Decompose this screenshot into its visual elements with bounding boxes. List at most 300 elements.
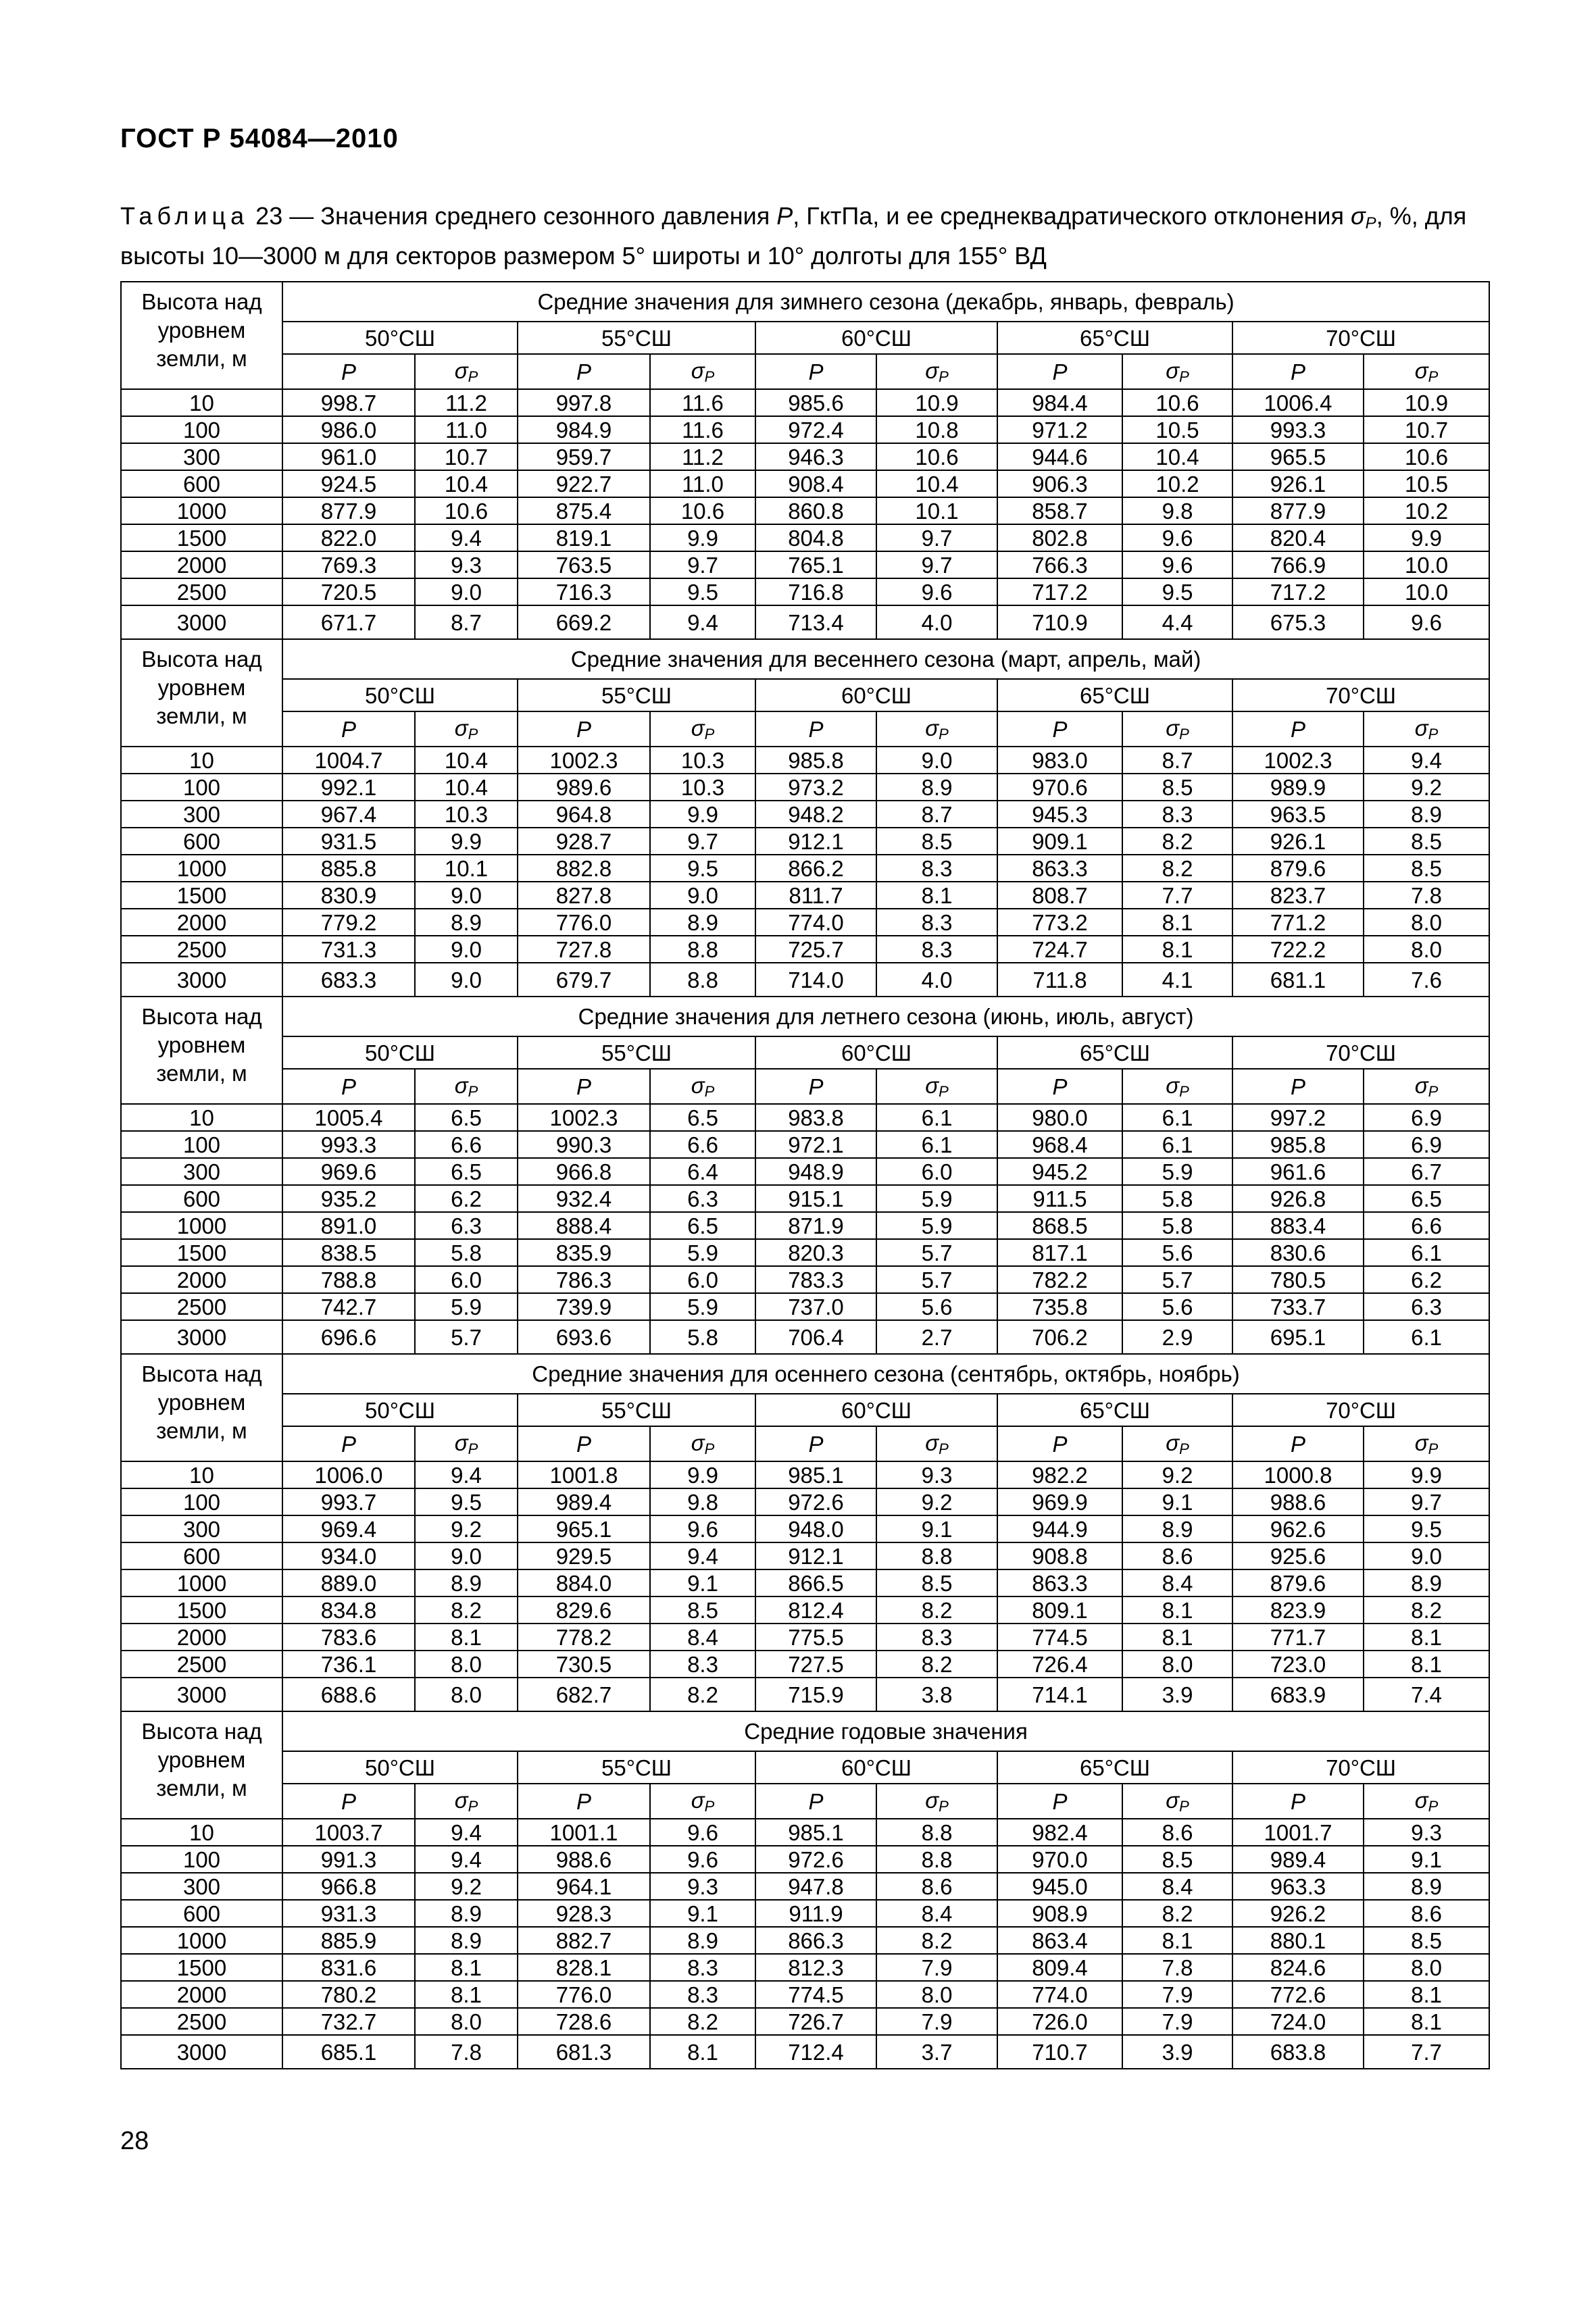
table-caption [120, 200, 1492, 272]
pressure-cell: 989.4 [518, 1488, 650, 1515]
height-cell: 100 [121, 774, 282, 801]
pressure-cell: 681.1 [1232, 963, 1364, 997]
pressure-cell: 912.1 [755, 828, 876, 855]
symbol-header-row [121, 711, 1489, 747]
latitude-header: 70°СШ [1232, 1036, 1489, 1069]
sigma-cell: 10.6 [1364, 443, 1489, 470]
sigma-cell: 8.3 [876, 855, 997, 882]
sigma-subscript: P [468, 725, 478, 743]
sigma-cell: 4.0 [876, 605, 997, 639]
pressure-table-container [120, 281, 1490, 2069]
pressure-cell: 809.1 [997, 1596, 1122, 1624]
pressure-cell: 972.6 [755, 1846, 876, 1873]
sigma-cell: 8.1 [650, 2035, 755, 2069]
table-row [121, 2008, 1489, 2035]
pressure-cell: 820.3 [755, 1239, 876, 1266]
sigma-cell: 9.9 [415, 828, 518, 855]
pressure-cell: 926.8 [1232, 1185, 1364, 1212]
sigma-cell: 8.0 [415, 1678, 518, 1711]
sigma-cell: 6.5 [650, 1104, 755, 1131]
table-row [121, 524, 1489, 551]
pressure-cell: 965.1 [518, 1515, 650, 1542]
pressure-cell: 774.0 [755, 909, 876, 936]
latitude-header-row [121, 679, 1489, 711]
sigma-symbol: σ [691, 1072, 705, 1098]
sigma-cell: 8.6 [876, 1873, 997, 1900]
sigma-cell: 8.7 [415, 605, 518, 639]
pressure-cell: 695.1 [1232, 1320, 1364, 1354]
height-cell: 600 [121, 1185, 282, 1212]
sigma-cell: 4.0 [876, 963, 997, 997]
latitude-header: 65°СШ [997, 679, 1232, 711]
sigma-cell: 8.0 [876, 1981, 997, 2008]
pressure-column-header: P [997, 1069, 1122, 1104]
sigma-cell: 10.3 [415, 801, 518, 828]
pressure-cell: 811.7 [755, 882, 876, 909]
pressure-cell: 712.4 [755, 2035, 876, 2069]
pressure-cell: 969.4 [282, 1515, 415, 1542]
pressure-cell: 802.8 [997, 524, 1122, 551]
pressure-cell: 908.4 [755, 470, 876, 497]
sigma-cell: 8.9 [1122, 1515, 1232, 1542]
pressure-cell: 925.6 [1232, 1542, 1364, 1569]
pressure-cell: 889.0 [282, 1569, 415, 1596]
pressure-cell: 935.2 [282, 1185, 415, 1212]
sigma-cell: 8.2 [1122, 828, 1232, 855]
pressure-column-header: P [282, 1784, 415, 1819]
pressure-cell: 823.7 [1232, 882, 1364, 909]
latitude-header: 70°СШ [1232, 322, 1489, 354]
pressure-cell: 885.8 [282, 855, 415, 882]
pressure-cell: 683.8 [1232, 2035, 1364, 2069]
sigma-cell: 11.2 [650, 443, 755, 470]
pressure-cell: 766.9 [1232, 551, 1364, 578]
pressure-cell: 771.2 [1232, 909, 1364, 936]
pressure-cell: 875.4 [518, 497, 650, 524]
sigma-symbol: σ [454, 1072, 468, 1098]
table-row [121, 801, 1489, 828]
pressure-column-header: P [518, 1069, 650, 1104]
sigma-cell: 10.8 [876, 416, 997, 443]
sigma-subscript: P [1428, 1797, 1439, 1815]
pressure-cell: 906.3 [997, 470, 1122, 497]
sigma-cell: 9.9 [650, 801, 755, 828]
height-column-header: Высота над уровнем земли, м [121, 282, 282, 389]
pressure-cell: 928.7 [518, 828, 650, 855]
pressure-cell: 714.1 [997, 1678, 1122, 1711]
pressure-cell: 732.7 [282, 2008, 415, 2035]
sigma-cell: 8.1 [415, 1954, 518, 1981]
pressure-cell: 831.6 [282, 1954, 415, 1981]
pressure-cell: 891.0 [282, 1212, 415, 1239]
pressure-cell: 804.8 [755, 524, 876, 551]
table-row [121, 963, 1489, 997]
sigma-column-header [650, 354, 755, 389]
sigma-cell: 8.2 [1122, 1900, 1232, 1927]
sigma-cell: 8.8 [876, 1542, 997, 1569]
sigma-cell: 9.5 [1122, 578, 1232, 605]
sigma-column-header [876, 711, 997, 747]
sigma-cell: 9.9 [650, 524, 755, 551]
sigma-cell: 9.0 [876, 747, 997, 774]
pressure-cell: 963.5 [1232, 801, 1364, 828]
pressure-cell: 931.5 [282, 828, 415, 855]
sigma-cell: 8.2 [1364, 1596, 1489, 1624]
sigma-subscript: P [468, 1082, 478, 1100]
pressure-column-header: P [1232, 1426, 1364, 1461]
sigma-column-header [415, 1069, 518, 1104]
pressure-cell: 880.1 [1232, 1927, 1364, 1954]
height-cell: 3000 [121, 1320, 282, 1354]
pressure-column-header: P [1232, 354, 1364, 389]
pressure-cell: 972.6 [755, 1488, 876, 1515]
pressure-cell: 1006.0 [282, 1461, 415, 1488]
sigma-subscript: P [939, 725, 949, 743]
pressure-cell: 1002.3 [1232, 747, 1364, 774]
sigma-cell: 8.7 [1122, 747, 1232, 774]
sigma-symbol: σ [691, 715, 705, 740]
sigma-subscript: P [1179, 368, 1189, 385]
sigma-cell: 10.4 [1122, 443, 1232, 470]
height-cell: 10 [121, 747, 282, 774]
sigma-cell: 8.1 [1364, 1651, 1489, 1678]
sigma-cell: 10.2 [1364, 497, 1489, 524]
sigma-cell: 3.8 [876, 1678, 997, 1711]
sigma-column-header [650, 1426, 755, 1461]
sigma-cell: 8.5 [876, 828, 997, 855]
sigma-cell: 10.2 [1122, 470, 1232, 497]
symbol-header-row [121, 1069, 1489, 1104]
sigma-cell: 8.0 [415, 2008, 518, 2035]
pressure-cell: 885.9 [282, 1927, 415, 1954]
pressure-cell: 863.3 [997, 1569, 1122, 1596]
pressure-cell: 828.1 [518, 1954, 650, 1981]
latitude-header: 50°СШ [282, 679, 518, 711]
pressure-cell: 823.9 [1232, 1596, 1364, 1624]
pressure-column-header: P [755, 354, 876, 389]
pressure-cell: 726.4 [997, 1651, 1122, 1678]
section-title-row [121, 1711, 1489, 1751]
pressure-cell: 945.2 [997, 1158, 1122, 1185]
height-cell: 2500 [121, 578, 282, 605]
sigma-subscript: P [1179, 1440, 1189, 1457]
sigma-cell: 10.6 [415, 497, 518, 524]
pressure-cell: 909.1 [997, 828, 1122, 855]
pressure-cell: 866.3 [755, 1927, 876, 1954]
height-column-header: Высота над уровнем земли, м [121, 1354, 282, 1461]
table-row [121, 1873, 1489, 1900]
pressure-cell: 992.1 [282, 774, 415, 801]
height-cell: 1000 [121, 855, 282, 882]
sigma-subscript: P [1428, 368, 1439, 385]
sigma-cell: 8.9 [415, 1569, 518, 1596]
sigma-cell: 8.5 [1122, 1846, 1232, 1873]
pressure-cell: 945.3 [997, 801, 1122, 828]
sigma-subscript: P [1428, 725, 1439, 743]
sigma-symbol: σ [454, 357, 468, 383]
sigma-cell: 8.5 [876, 1569, 997, 1596]
sigma-cell: 9.3 [876, 1461, 997, 1488]
pressure-cell: 982.4 [997, 1819, 1122, 1846]
pressure-cell: 997.2 [1232, 1104, 1364, 1131]
pressure-cell: 984.9 [518, 416, 650, 443]
pressure-cell: 829.6 [518, 1596, 650, 1624]
height-column-header: Высота над уровнем земли, м [121, 997, 282, 1104]
latitude-header: 50°СШ [282, 322, 518, 354]
pressure-cell: 944.9 [997, 1515, 1122, 1542]
sigma-cell: 9.0 [1364, 1542, 1489, 1569]
sigma-subscript: P [704, 1082, 715, 1100]
pressure-column-header: P [518, 1784, 650, 1819]
latitude-header: 60°СШ [755, 679, 997, 711]
pressure-cell: 991.3 [282, 1846, 415, 1873]
sigma-cell: 5.8 [1122, 1212, 1232, 1239]
pressure-cell: 1006.4 [1232, 389, 1364, 416]
sigma-cell: 9.2 [415, 1515, 518, 1542]
height-cell: 2000 [121, 909, 282, 936]
pressure-cell: 982.2 [997, 1461, 1122, 1488]
latitude-header-row [121, 1394, 1489, 1426]
latitude-header: 50°СШ [282, 1751, 518, 1784]
pressure-cell: 776.0 [518, 909, 650, 936]
sigma-subscript: P [1428, 1440, 1439, 1457]
sigma-cell: 8.9 [1364, 1873, 1489, 1900]
height-cell: 300 [121, 1873, 282, 1900]
pressure-cell: 786.3 [518, 1266, 650, 1293]
latitude-header: 55°СШ [518, 1394, 755, 1426]
sigma-cell: 11.2 [415, 389, 518, 416]
sigma-cell: 6.5 [1364, 1185, 1489, 1212]
height-cell: 1000 [121, 1927, 282, 1954]
pressure-cell: 948.0 [755, 1515, 876, 1542]
height-cell: 1500 [121, 524, 282, 551]
pressure-cell: 948.2 [755, 801, 876, 828]
sigma-cell: 8.5 [1364, 1927, 1489, 1954]
sigma-cell: 7.6 [1364, 963, 1489, 997]
pressure-cell: 824.6 [1232, 1954, 1364, 1981]
pressure-cell: 669.2 [518, 605, 650, 639]
height-cell: 3000 [121, 2035, 282, 2069]
pressure-cell: 984.4 [997, 389, 1122, 416]
sigma-cell: 10.9 [876, 389, 997, 416]
pressure-cell: 961.0 [282, 443, 415, 470]
sigma-cell: 8.3 [876, 936, 997, 963]
sigma-cell: 10.1 [876, 497, 997, 524]
pressure-cell: 970.6 [997, 774, 1122, 801]
sigma-cell: 8.1 [1122, 1927, 1232, 1954]
pressure-cell: 882.7 [518, 1927, 650, 1954]
height-cell: 3000 [121, 1678, 282, 1711]
sigma-cell: 6.0 [876, 1158, 997, 1185]
sigma-cell: 2.9 [1122, 1320, 1232, 1354]
pressure-cell: 765.1 [755, 551, 876, 578]
latitude-header: 60°СШ [755, 1394, 997, 1426]
table-row [121, 551, 1489, 578]
pressure-cell: 688.6 [282, 1678, 415, 1711]
table-row [121, 1239, 1489, 1266]
pressure-cell: 779.2 [282, 909, 415, 936]
sigma-cell: 8.4 [876, 1900, 997, 1927]
sigma-symbol: σ [1414, 357, 1428, 383]
height-cell: 100 [121, 1488, 282, 1515]
table-row [121, 1954, 1489, 1981]
sigma-cell: 4.1 [1122, 963, 1232, 997]
sigma-cell: 9.0 [415, 1542, 518, 1569]
sigma-cell: 7.7 [1364, 2035, 1489, 2069]
sigma-column-header [650, 711, 755, 747]
sigma-cell: 4.4 [1122, 605, 1232, 639]
sigma-cell: 9.6 [1122, 524, 1232, 551]
sigma-cell: 8.2 [650, 1678, 755, 1711]
height-cell: 2500 [121, 1651, 282, 1678]
table-row [121, 855, 1489, 882]
pressure-cell: 733.7 [1232, 1293, 1364, 1320]
pressure-cell: 968.4 [997, 1131, 1122, 1158]
sigma-column-header [1364, 354, 1489, 389]
sigma-symbol: σ [1414, 1787, 1428, 1813]
sigma-cell: 6.6 [650, 1131, 755, 1158]
pressure-cell: 723.0 [1232, 1651, 1364, 1678]
pressure-cell: 774.0 [997, 1981, 1122, 2008]
sigma-cell: 9.1 [1364, 1846, 1489, 1873]
pressure-column-header: P [997, 1784, 1122, 1819]
section-title: Средние значения для осеннего сезона (сентябрь, октябрь, ноябрь) [282, 1354, 1489, 1394]
sigma-cell: 8.8 [876, 1846, 997, 1873]
section-title: Средние значения для летнего сезона (июнь, июль, август) [282, 997, 1489, 1036]
pressure-cell: 711.8 [997, 963, 1122, 997]
sigma-cell: 8.3 [650, 1954, 755, 1981]
pressure-cell: 879.6 [1232, 1569, 1364, 1596]
pressure-cell: 780.2 [282, 1981, 415, 2008]
sigma-cell: 9.4 [415, 1819, 518, 1846]
sigma-cell: 10.3 [650, 774, 755, 801]
pressure-cell: 783.6 [282, 1624, 415, 1651]
sigma-column-header [1122, 1069, 1232, 1104]
sigma-cell: 3.9 [1122, 1678, 1232, 1711]
pressure-cell: 736.1 [282, 1651, 415, 1678]
pressure-cell: 742.7 [282, 1293, 415, 1320]
latitude-header: 55°СШ [518, 1036, 755, 1069]
table-row [121, 1927, 1489, 1954]
sigma-cell: 8.0 [1122, 1651, 1232, 1678]
table-row [121, 1212, 1489, 1239]
sigma-cell: 7.8 [415, 2035, 518, 2069]
sigma-cell: 9.9 [1364, 524, 1489, 551]
pressure-cell: 685.1 [282, 2035, 415, 2069]
pressure-cell: 993.7 [282, 1488, 415, 1515]
sigma-column-header [876, 1069, 997, 1104]
sigma-cell: 8.1 [1364, 1624, 1489, 1651]
pressure-cell: 724.0 [1232, 2008, 1364, 2035]
sigma-cell: 11.6 [650, 416, 755, 443]
sigma-cell: 10.7 [1364, 416, 1489, 443]
pressure-cell: 972.4 [755, 416, 876, 443]
sigma-cell: 9.2 [415, 1873, 518, 1900]
sigma-symbol: σ [454, 715, 468, 740]
pressure-column-header: P [755, 1069, 876, 1104]
pressure-cell: 763.5 [518, 551, 650, 578]
latitude-header-row [121, 1751, 1489, 1784]
sigma-cell: 9.3 [1364, 1819, 1489, 1846]
pressure-cell: 820.4 [1232, 524, 1364, 551]
sigma-cell: 9.0 [650, 882, 755, 909]
sigma-column-header [876, 354, 997, 389]
sigma-column-header [876, 1426, 997, 1461]
sigma-symbol: σ [1166, 357, 1180, 383]
sigma-cell: 5.9 [650, 1293, 755, 1320]
sigma-cell: 8.5 [1364, 855, 1489, 882]
sigma-cell: 10.9 [1364, 389, 1489, 416]
sigma-cell: 9.2 [1122, 1461, 1232, 1488]
pressure-cell: 882.8 [518, 855, 650, 882]
sigma-cell: 8.1 [1122, 936, 1232, 963]
sigma-cell: 8.3 [650, 1651, 755, 1678]
pressure-cell: 877.9 [1232, 497, 1364, 524]
sigma-cell: 8.2 [415, 1596, 518, 1624]
table-row [121, 1515, 1489, 1542]
height-cell: 100 [121, 1846, 282, 1873]
sigma-cell: 8.8 [650, 936, 755, 963]
height-cell: 300 [121, 1515, 282, 1542]
pressure-cell: 965.5 [1232, 443, 1364, 470]
caption-text-1: — Значения среднего сезонного давления [282, 202, 777, 230]
sigma-cell: 8.2 [876, 1596, 997, 1624]
table-row [121, 1461, 1489, 1488]
sigma-cell: 8.0 [1364, 1954, 1489, 1981]
table-row [121, 747, 1489, 774]
sigma-column-header [415, 711, 518, 747]
pressure-cell: 679.7 [518, 963, 650, 997]
pressure-column-header: P [1232, 711, 1364, 747]
sigma-cell: 9.5 [650, 855, 755, 882]
sigma-cell: 9.6 [1364, 605, 1489, 639]
sigma-symbol: σ [454, 1787, 468, 1813]
height-cell: 1000 [121, 497, 282, 524]
sigma-cell: 9.7 [1364, 1488, 1489, 1515]
pressure-cell: 985.8 [1232, 1131, 1364, 1158]
sigma-cell: 5.7 [1122, 1266, 1232, 1293]
sigma-cell: 9.0 [415, 936, 518, 963]
sigma-cell: 6.9 [1364, 1131, 1489, 1158]
sigma-cell: 6.7 [1364, 1158, 1489, 1185]
sigma-cell: 3.9 [1122, 2035, 1232, 2069]
sigma-cell: 3.7 [876, 2035, 997, 2069]
caption-label: Таблица [120, 202, 249, 230]
sigma-cell: 9.2 [1364, 774, 1489, 801]
pressure-cell: 947.8 [755, 1873, 876, 1900]
table-row [121, 1981, 1489, 2008]
sigma-column-header [415, 1784, 518, 1819]
pressure-cell: 877.9 [282, 497, 415, 524]
sigma-cell: 8.1 [1122, 909, 1232, 936]
sigma-symbol: σ [1166, 1430, 1180, 1455]
pressure-cell: 989.4 [1232, 1846, 1364, 1873]
sigma-cell: 8.3 [1122, 801, 1232, 828]
pressure-cell: 766.3 [997, 551, 1122, 578]
sigma-subscript: P [468, 1440, 478, 1457]
pressure-cell: 888.4 [518, 1212, 650, 1239]
sigma-column-header [876, 1784, 997, 1819]
table-row [121, 1158, 1489, 1185]
pressure-cell: 860.8 [755, 497, 876, 524]
sigma-cell: 9.1 [650, 1569, 755, 1596]
pressure-cell: 1001.1 [518, 1819, 650, 1846]
sigma-cell: 5.7 [876, 1266, 997, 1293]
pressure-cell: 1002.3 [518, 747, 650, 774]
table-row [121, 1651, 1489, 1678]
sigma-cell: 9.1 [1122, 1488, 1232, 1515]
symbol-header-row [121, 354, 1489, 389]
